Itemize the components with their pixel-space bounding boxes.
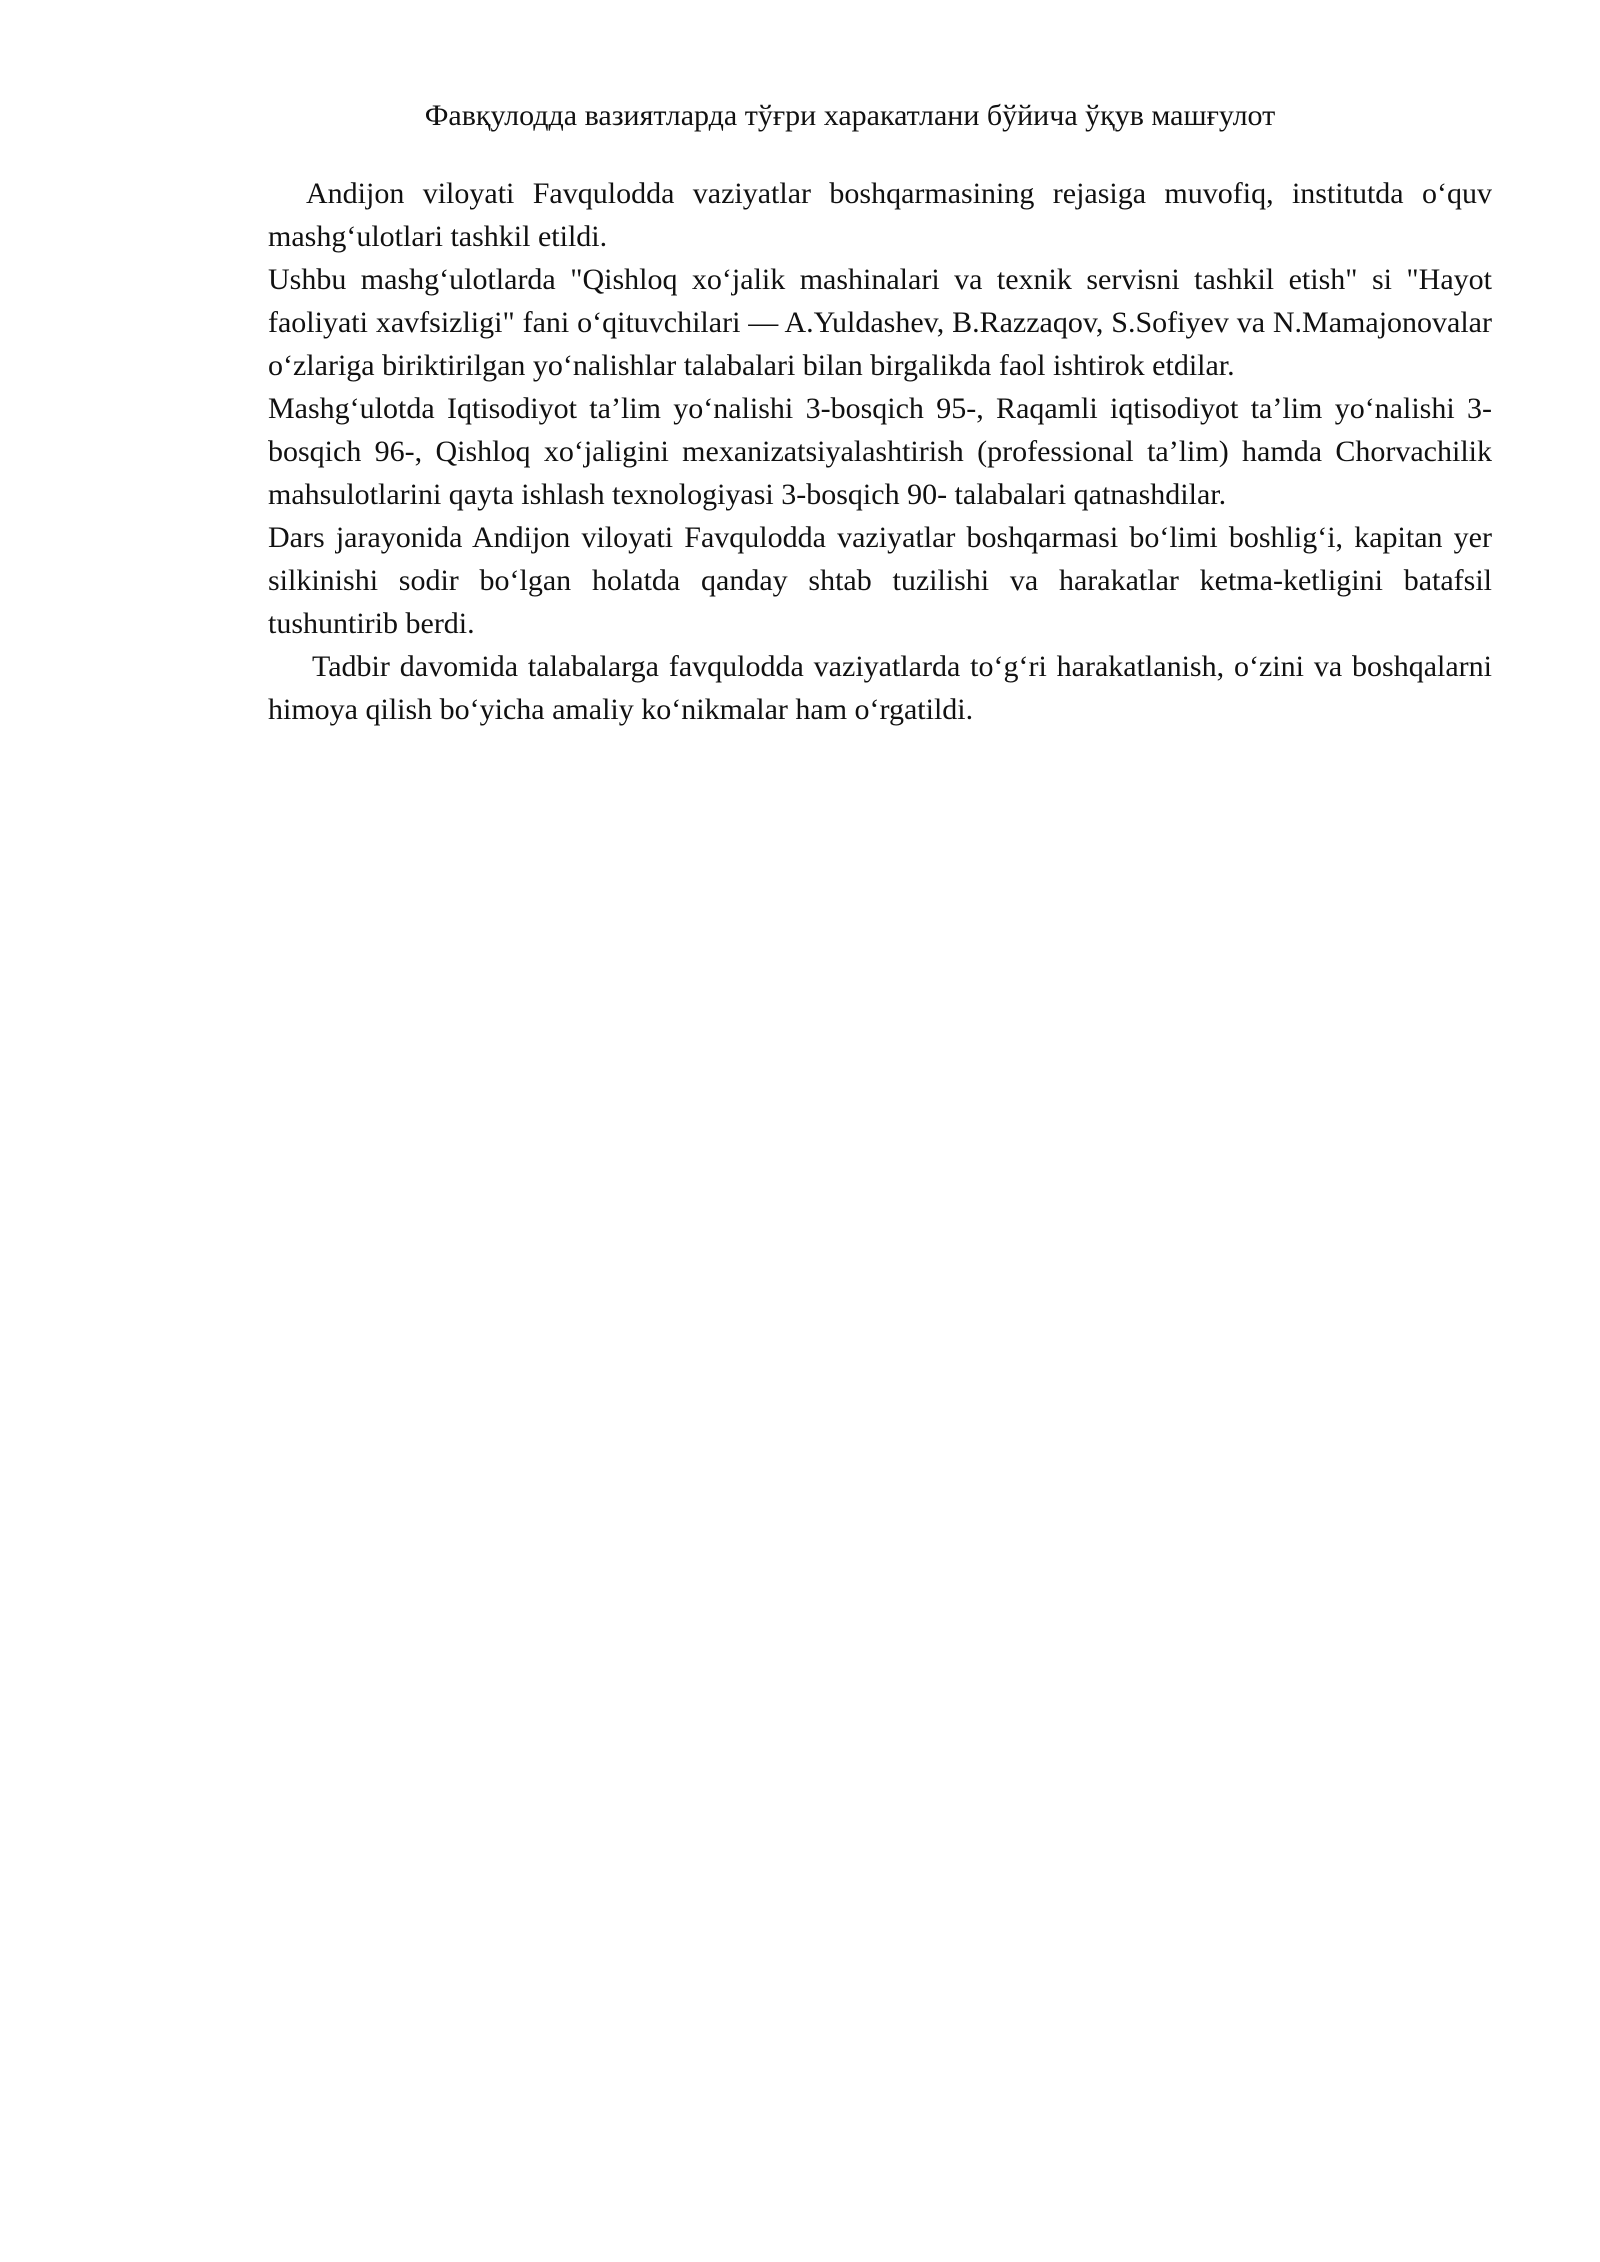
paragraph-conclusion: Tadbir davomida talabalarga favqulodda vaziyatlarda to‘g‘ri harakatlanish, o‘zini va boshqalarni himoya qilish bo‘yicha amaliy ko‘nikmalar ham o‘rgatildi.: [268, 650, 1492, 726]
paragraph-teachers: Ushbu mashg‘ulotlarda "Qishloq xo‘jalik mashinalari va texnik servisni tashkil etish" si "Hayot faoliyati xavfsizligi" fani o‘qituvchilari — A.Yuldashev, B.Razzaqov, S.Sofiyev va N.Mamajonovalar o‘zlariga biriktirilgan yo‘nalishlar talabalari bilan birgalikda faol ishtirok etdilar.: [268, 263, 1492, 382]
document-title: Фавқулодда вазиятларда тўғри харакатлани бўйича ўқув машғулот: [424, 99, 1276, 132]
paragraph-participants: Mashg‘ulotda Iqtisodiyot ta’lim yo‘nalishi 3-bosqich 95-, Raqamli iqtisodiyot ta’lim yo‘nalishi 3-bosqich 96-, Qishloq xo‘jaligini mexanizatsiyalashtirish (professional ta’lim) hamda Chorvachilik mahsulotlarini qayta ishlash texnologiyasi 3-bosqich 90- talabalari qatnashdilar.: [268, 392, 1492, 511]
document-body: [268, 172, 1492, 731]
paragraph-lesson: Dars jarayonida Andijon viloyati Favqulodda vaziyatlar boshqarmasi bo‘limi boshlig‘i, kapitan yer silkinishi sodir bo‘lgan holatda qanday shtab tuzilishi va harakatlar ketma-ketligini batafsil tushuntirib berdi.: [268, 521, 1492, 640]
paragraph-intro: Andijon viloyati Favqulodda vaziyatlar boshqarmasining rejasiga muvofiq, institutda o‘quv mashg‘ulotlari tashkil etildi.: [268, 177, 1492, 253]
